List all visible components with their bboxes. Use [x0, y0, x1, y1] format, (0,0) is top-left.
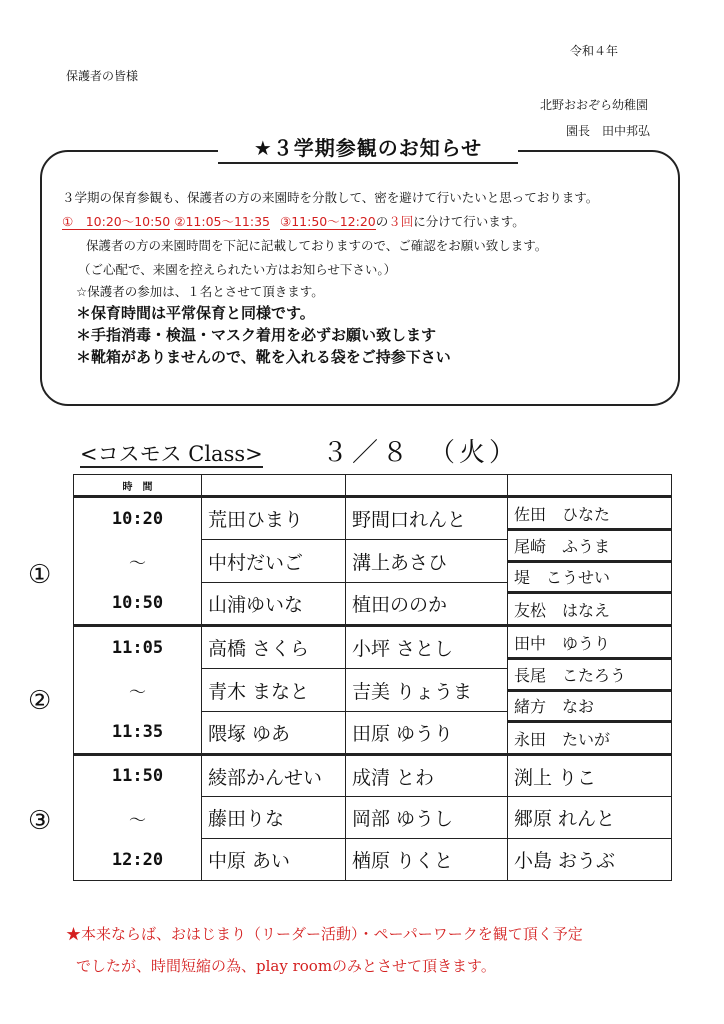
name-cell: 田中 ゆうり	[508, 627, 671, 659]
notice-title: ★３学期参観のお知らせ	[218, 134, 518, 164]
name-cell: 渕上 りこ	[508, 755, 672, 797]
time-end: 12:20	[111, 850, 164, 870]
name-cell: 長尾 こたろう	[508, 659, 671, 691]
table-row	[74, 755, 672, 797]
header-time: 時 間	[74, 475, 202, 497]
slot-3: ③11:50〜12:20	[280, 214, 376, 229]
header-empty-3	[508, 475, 672, 497]
table-header-row	[74, 475, 672, 497]
time-cell-2	[74, 626, 202, 755]
notice-line-4: （ご心配で、来園を控えられたい方はお知らせ下さい。）	[78, 262, 397, 277]
notice-schedule-line	[62, 212, 525, 230]
notice-line-5: ☆保護者の参加は、１名とさせて頂きます。	[76, 284, 324, 299]
header-date: 令和４年	[570, 44, 619, 58]
name-cell: 堤 こうせい	[508, 561, 671, 593]
name-cell: 綾部かんせい	[202, 755, 346, 797]
name-cell: 中村だいご	[202, 540, 346, 583]
schedule-table	[73, 474, 672, 881]
time-start: 11:05	[111, 638, 164, 658]
time-start: 10:20	[111, 509, 164, 529]
name-cell: 溝上あさひ	[346, 540, 508, 583]
group-3-marker: ③	[28, 806, 52, 836]
name-subtable-cell	[508, 626, 672, 755]
name-cell: 野間口れんと	[346, 497, 508, 540]
name-cell: 荒田ひまり	[202, 497, 346, 540]
name-subtable	[508, 627, 671, 753]
name-cell: 田原 ゆうり	[346, 712, 508, 755]
rule-2: ＊手指消毒・検温・マスク着用を必ずお願い致します	[76, 326, 437, 344]
rule-3: ＊靴箱がありませんので、靴を入れる袋をご持参下さい	[76, 348, 451, 366]
name-cell: 成清 とわ	[346, 755, 508, 797]
name-cell: 小島 おうぶ	[508, 839, 672, 881]
table-row	[74, 626, 672, 669]
notice-line-1: ３学期の保育参観も、保護者の方の来園時を分散して、密を避けて行いたいと思っております。	[62, 190, 599, 205]
name-cell: 青木 まなと	[202, 669, 346, 712]
name-cell: 岡部 ゆうし	[346, 797, 508, 839]
slot-2: ②11:05〜11:35	[174, 214, 271, 229]
handwritten-date: ３／８ （火）	[322, 438, 520, 468]
header-empty-1	[202, 475, 346, 497]
school-name: 北野おおぞら幼稚園	[540, 98, 649, 112]
name-cell: 永田 たいが	[508, 722, 671, 754]
name-cell: 隈塚 ゆあ	[202, 712, 346, 755]
name-cell: 尾崎 ふうま	[508, 530, 671, 562]
footnote	[66, 918, 583, 982]
time-tilde: 〜	[129, 553, 146, 574]
name-subtable	[508, 498, 671, 624]
schedule-count: ３回	[388, 214, 414, 229]
table-row	[74, 497, 672, 540]
header-empty-2	[346, 475, 508, 497]
name-cell: 山浦ゆいな	[202, 583, 346, 626]
notice-line-3: 保護者の方の来園時間を下記に記載しておりますので、ご確認をお願い致します。	[86, 238, 548, 253]
class-title	[80, 438, 263, 468]
time-cell-3	[74, 755, 202, 881]
name-cell: 緒方 なお	[508, 690, 671, 722]
time-tilde: 〜	[129, 682, 146, 703]
name-cell: 藤田りな	[202, 797, 346, 839]
recipient: 保護者の皆様	[66, 69, 139, 83]
time-cell-1	[74, 497, 202, 626]
name-cell: 小坪 さとし	[346, 626, 508, 669]
time-end: 11:35	[111, 722, 164, 742]
footnote-line-2: でしたが、時間短縮の為、play roomのみとさせて頂きます。	[76, 957, 496, 975]
name-cell: 吉美 りょうま	[346, 669, 508, 712]
name-cell: 中原 あい	[202, 839, 346, 881]
name-cell: 植田ののか	[346, 583, 508, 626]
name-subtable-cell	[508, 497, 672, 626]
schedule-end: に分けて行います。	[413, 214, 525, 229]
rule-1: ＊保育時間は平常保育と同様です。	[76, 304, 315, 322]
footnote-line-1: ★本来ならば、おはじまり（リーダー活動）・ペーパーワークを観て頂く予定	[66, 925, 583, 943]
time-start: 11:50	[111, 766, 164, 786]
schedule-particle: の	[375, 214, 389, 229]
name-cell: 楢原 りくと	[346, 839, 508, 881]
name-cell: 友松 はなえ	[508, 593, 671, 625]
name-cell: 高橋 さくら	[202, 626, 346, 669]
principal-name: 園長 田中邦弘	[566, 124, 651, 138]
group-1-marker: ①	[28, 560, 52, 590]
time-tilde: 〜	[129, 810, 146, 831]
slot-1: ① 10:20〜10:50	[62, 214, 171, 229]
class-title-text: <コスモス Class>	[80, 442, 263, 466]
name-cell: 佐田 ひなた	[508, 498, 671, 530]
group-2-marker: ②	[28, 686, 52, 716]
time-end: 10:50	[111, 593, 164, 613]
name-cell: 郷原 れんと	[508, 797, 672, 839]
